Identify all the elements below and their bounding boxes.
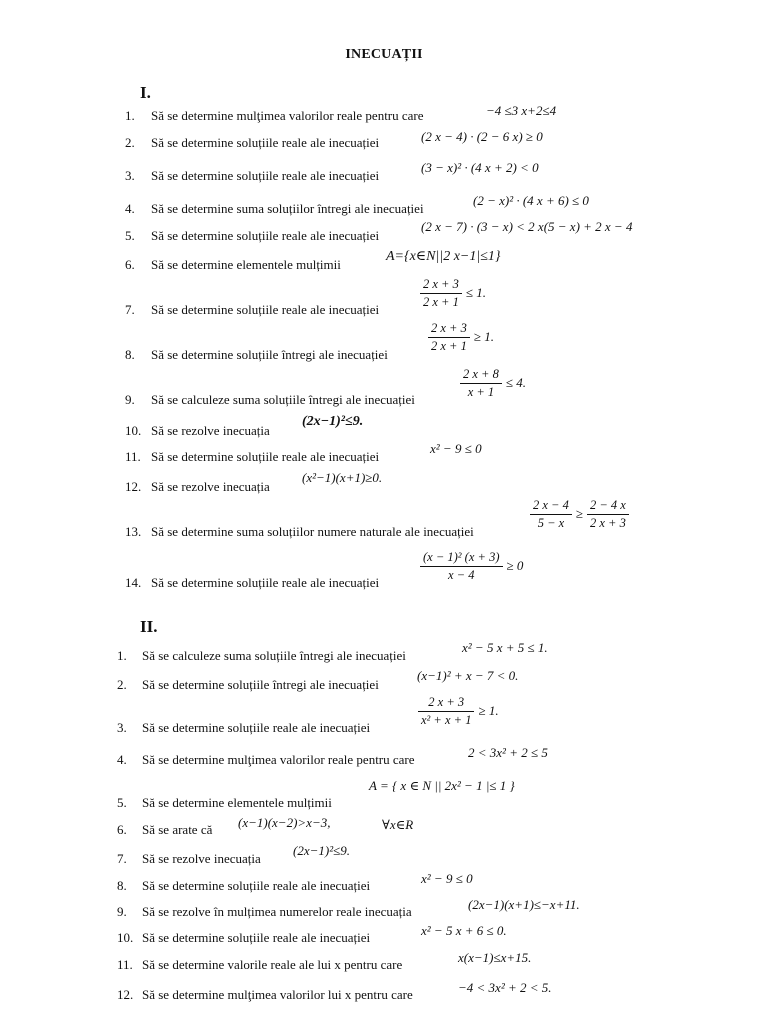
item-text: Să se rezolve inecuația <box>151 479 270 494</box>
item-math: (2 x − 4) · (2 − 6 x) ≥ 0 <box>421 129 543 144</box>
item-number: 3. <box>117 720 127 735</box>
item-text: Să se determine soluțiile reale ale inecuației <box>151 302 380 317</box>
item-number: 8. <box>125 347 135 362</box>
item-math: $\frac{2 x + 3}{2 x + 1}$ ≥ 1. <box>428 322 494 352</box>
item-number: 6. <box>117 822 127 837</box>
item-math: x(x−1)≤x+15. <box>458 950 532 965</box>
item-number: 10. <box>117 930 134 945</box>
item-number: 9. <box>125 392 135 407</box>
item-number: 1. <box>117 648 127 663</box>
item-text: Să se determine valorile reale ale lui x pentru care <box>142 957 403 972</box>
item-text: Să se calculeze suma soluțiile întregi ale inecuației <box>142 648 406 663</box>
item-math: $\frac{2 x - 4}{5 - x}$ ≥ $\frac{2 - 4 x}{2 x + 3}$ <box>530 499 629 529</box>
item-text: Să se determine soluțiile reale ale inecuației <box>151 575 380 590</box>
item-math: (x−1)² + x − 7 < 0. <box>417 668 519 683</box>
fraction: $\frac{2 x + 3}{2 x + 1}$ <box>428 322 470 352</box>
item-number: 13. <box>125 524 142 539</box>
fraction: $\frac{2 x + 3}{2 x + 1}$ <box>420 278 462 308</box>
item-math: (2x−1)(x+1)≤−x+11. <box>468 897 580 912</box>
item-math: x² − 9 ≤ 0 <box>421 871 473 886</box>
item-number: 5. <box>125 228 135 243</box>
item-number: 12. <box>117 987 134 1002</box>
item-number: 12. <box>125 479 142 494</box>
item-text: Să se determine soluțiile întregi ale inecuației <box>151 347 388 362</box>
item-math: (2x−1)²≤9. <box>302 414 364 429</box>
fraction: $\frac{2 x + 3}{\text{x² + x + 1}}$ <box>418 696 474 726</box>
item-math: −4 < 3x² + 2 < 5. <box>458 980 552 995</box>
fraction: $\frac{2 - 4 x}{2 x + 3}$ <box>587 499 629 529</box>
item-math: (2 − x)² · (4 x + 6) ≤ 0 <box>473 193 589 208</box>
item-math: 2 < 3x² + 2 ≤ 5 <box>468 745 548 760</box>
item-text: Să se determine soluțiile reale ale inecuației <box>142 878 371 893</box>
item-math: $\frac{2 x + 3}{2 x + 1}$ ≤ 1. <box>420 278 486 308</box>
item-text: Să se determine elementele mulțimii <box>151 257 341 272</box>
item-math: $\frac{2 x + 8}{x + 1}$ ≤ 4. <box>460 368 526 398</box>
item-text: Să se determine mulţimea valorilor reale pentru care <box>142 752 415 767</box>
item-text: Să se arate că <box>142 822 213 837</box>
item-number: 9. <box>117 904 127 919</box>
item-text: Să se determine elementele mulțimii <box>142 795 332 810</box>
item-text: Să se determine soluțiile reale ale inecuației <box>151 449 380 464</box>
item-text: Să se determine mulţimea valorilor lui x pentru care <box>142 987 413 1002</box>
item-text: Să se rezolve în mulțimea numerelor reale inecuația <box>142 904 412 919</box>
item-text: Să se determine suma soluțiilor întregi ale inecuației <box>151 201 424 216</box>
page-title: INECUAȚII <box>345 47 423 62</box>
item-math: A={x∈N||2 x−1|≤1} <box>386 249 501 264</box>
item-number: 11. <box>117 957 133 972</box>
fraction: $\frac{2 x - 4}{5 - x}$ <box>530 499 572 529</box>
section-1-heading: I. <box>140 83 151 102</box>
item-math: (x²−1)(x+1)≥0. <box>302 470 383 485</box>
item-math: −4 ≤3 x+2≤4 <box>486 103 557 118</box>
item-math-quantifier: ∀x∈R <box>382 817 414 832</box>
item-math: $\frac{\text{(x − 1)² (x + 3)}}{x - 4}$ ≥ 0 <box>420 551 523 581</box>
item-number: 3. <box>125 168 135 183</box>
item-math: (3 − x)² · (4 x + 2) < 0 <box>421 160 539 175</box>
item-text: Să se determine soluțiile reale ale inecuației <box>142 930 371 945</box>
fraction: $\frac{\text{(x − 1)² (x + 3)}}{x - 4}$ <box>420 551 503 581</box>
fraction: $\frac{2 x + 8}{x + 1}$ <box>460 368 502 398</box>
item-text: Să se determine suma soluțiilor numere naturale ale inecuației <box>151 524 474 539</box>
item-math: A = { x ∈ N || 2x² − 1 |≤ 1 } <box>369 778 515 793</box>
item-number: 10. <box>125 423 142 438</box>
item-math: x² − 5 x + 6 ≤ 0. <box>421 923 507 938</box>
item-text: Să se determine soluțiile reale ale inecuației <box>142 720 371 735</box>
item-math: (x−1)(x−2)>x−3, <box>238 815 331 830</box>
item-text: Să se determine mulţimea valorilor reale pentru care <box>151 108 424 123</box>
item-math: x² − 9 ≤ 0 <box>430 441 482 456</box>
item-number: 14. <box>125 575 142 590</box>
item-number: 7. <box>125 302 135 317</box>
item-number: 6. <box>125 257 135 272</box>
item-number: 7. <box>117 851 127 866</box>
item-text: Să se determine soluțiile întregi ale inecuației <box>142 677 379 692</box>
item-number: 8. <box>117 878 127 893</box>
item-number: 5. <box>117 795 127 810</box>
item-text: Să se determine soluțiile reale ale inecuației <box>151 168 380 183</box>
item-number: 1. <box>125 108 135 123</box>
item-text: Să se calculeze suma soluțiile întregi ale inecuației <box>151 392 415 407</box>
item-text: Să se determine soluțiile reale ale inecuației <box>151 228 380 243</box>
item-math: (2 x − 7) · (3 − x) < 2 x(5 − x) + 2 x − 4 <box>421 219 633 234</box>
item-number: 2. <box>117 677 127 692</box>
item-text: Să se determine soluțiile reale ale inecuației <box>151 135 380 150</box>
item-number: 11. <box>125 449 141 464</box>
item-text: Să se rezolve inecuația <box>142 851 261 866</box>
item-math: $\frac{2 x + 3}{\text{x² + x + 1}}$ ≥ 1. <box>418 696 499 726</box>
item-number: 2. <box>125 135 135 150</box>
item-math: x² − 5 x + 5 ≤ 1. <box>462 640 548 655</box>
item-number: 4. <box>117 752 127 767</box>
item-text: Să se rezolve inecuația <box>151 423 270 438</box>
item-number: 4. <box>125 201 135 216</box>
section-2-heading: II. <box>140 617 158 636</box>
item-math: (2x−1)²≤9. <box>293 843 350 858</box>
